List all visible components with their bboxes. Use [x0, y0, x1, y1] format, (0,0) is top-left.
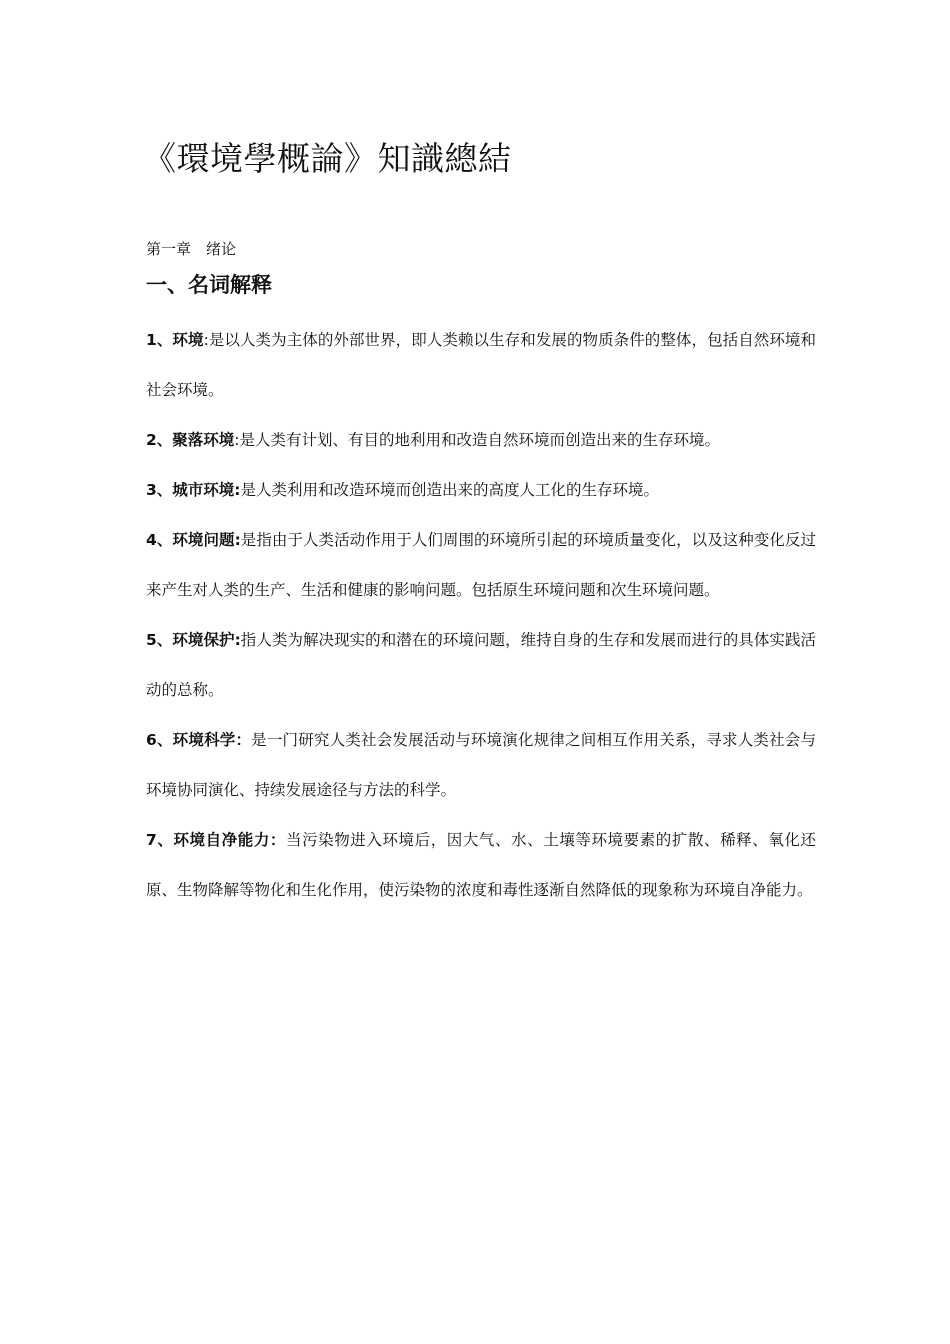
definition-item	[146, 515, 816, 615]
definition-item	[146, 465, 816, 515]
definition-item	[146, 715, 816, 815]
definition-text: 指人类为解决现实的和潜在的环境问题，维持自身的生存和发展而进行的具体实践活动的总称。	[146, 631, 816, 699]
definition-term: 5、环境保护:	[146, 631, 241, 649]
definition-term: 3、城市环境:	[146, 481, 241, 499]
definition-text: :是人类有计划、有目的地利用和改造自然环境而创造出来的生存环境。	[234, 431, 721, 449]
definition-text: 是一门研究人类社会发展活动与环境演化规律之间相互作用关系，寻求人类社会与环境协同演化、持续发展途径与方法的科学。	[146, 731, 816, 799]
definition-term: 4、环境问题:	[146, 531, 241, 549]
definition-text: 当污染物进入环境后，因大气、水、土壤等环境要素的扩散、稀释、氧化还原、生物降解等物化和生化作用，使污染物的浓度和毒性逐渐自然降低的现象称为环境自净能力。	[146, 831, 816, 899]
definition-item	[146, 415, 816, 465]
section-heading: 一、名词解释	[146, 273, 272, 297]
chapter-heading: 第一章 绪论	[146, 240, 237, 258]
definition-list	[146, 315, 816, 915]
definition-text: 是人类利用和改造环境而创造出来的高度人工化的生存环境。	[240, 481, 659, 499]
definition-item	[146, 315, 816, 415]
definition-text: :是以人类为主体的外部世界，即人类赖以生存和发展的物质条件的整体，包括自然环境和社会环境。	[146, 331, 816, 399]
definition-text: 是指由于人类活动作用于人们周围的环境所引起的环境质量变化，以及这种变化反过来产生对人类的生产、生活和健康的影响问题。包括原生环境问题和次生环境问题。	[146, 531, 816, 599]
definition-item	[146, 815, 816, 915]
definition-term: 1、环境	[146, 331, 204, 349]
definition-term: 7、环境自净能力：	[146, 831, 286, 849]
document-title: 《環境學概論》知識總結	[143, 139, 512, 178]
definition-item	[146, 615, 816, 715]
definition-term: 6、环境科学：	[146, 731, 252, 749]
definition-term: 2、聚落环境	[146, 431, 235, 449]
